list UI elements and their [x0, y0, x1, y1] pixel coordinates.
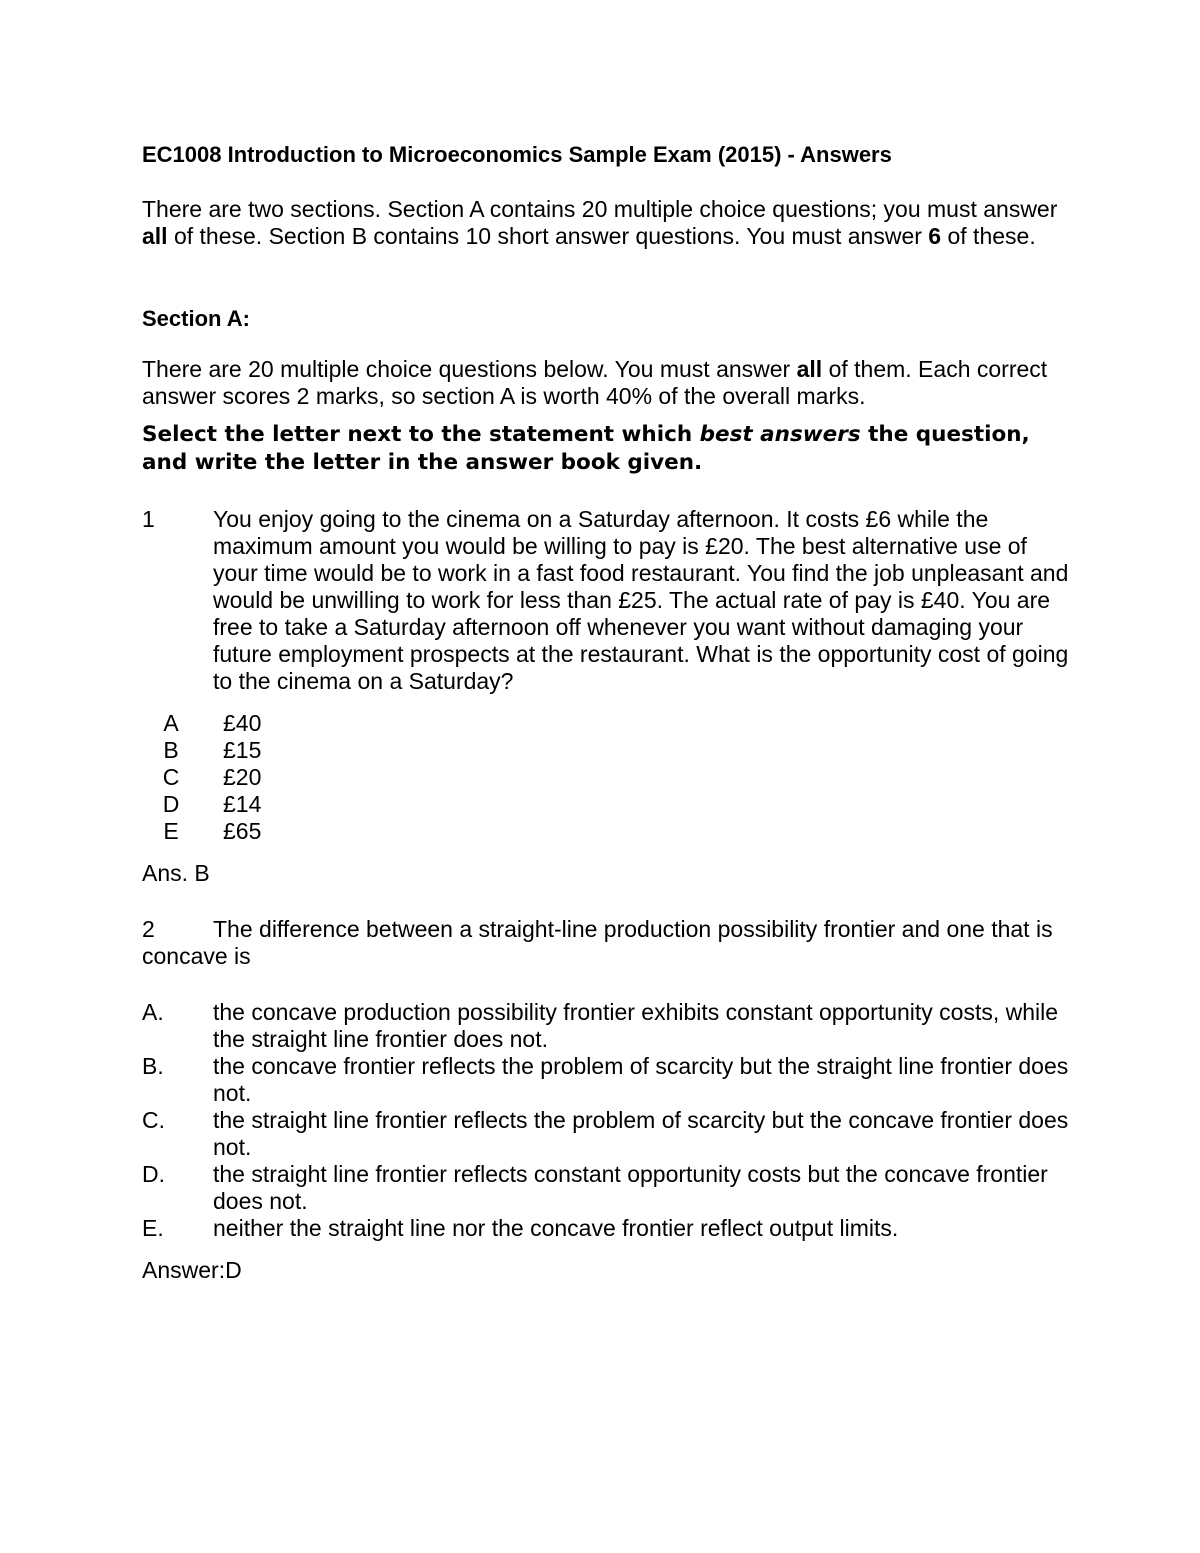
option-b — [142, 737, 1072, 764]
question-1-answer: Ans. B — [142, 860, 210, 886]
instruction-text-1: Select the letter next to the statement which — [142, 422, 700, 447]
option-e — [142, 1215, 1072, 1242]
section-a-intro-text-2: of them. Each correct answer scores 2 marks, so section A is worth 40% of the overall marks. — [142, 356, 1048, 409]
option-c — [142, 764, 1072, 791]
option-letter: E. — [142, 1215, 164, 1241]
question-2-text: The difference between a straight-line production possibility frontier and one that is concave is — [142, 916, 1053, 969]
option-letter: D. — [142, 1161, 165, 1187]
option-letter: E — [163, 818, 179, 844]
question-2 — [142, 916, 1072, 970]
option-text: the straight line frontier reflects the problem of scarcity but the concave frontier does not. — [213, 1107, 1069, 1160]
exam-document — [142, 140, 1072, 1284]
option-value: £14 — [223, 791, 262, 817]
option-text: the concave production possibility frontier exhibits constant opportunity costs, while the straight line frontier does not. — [213, 999, 1059, 1052]
option-a — [142, 710, 1072, 737]
option-c — [142, 1107, 1072, 1161]
option-d — [142, 791, 1072, 818]
section-a-intro-bold: all — [796, 356, 823, 382]
intro-paragraph — [142, 196, 1072, 250]
option-text: the concave frontier reflects the problem of scarcity but the straight line frontier does not. — [213, 1053, 1069, 1106]
question-1 — [142, 506, 1072, 695]
intro-bold-all: all — [142, 223, 168, 249]
question-2-options — [142, 999, 1072, 1242]
intro-bold-six: 6 — [928, 223, 942, 249]
question-1-number: 1 — [142, 506, 155, 532]
option-letter: A. — [142, 999, 164, 1025]
option-letter: C — [162, 764, 180, 790]
section-a-intro — [142, 356, 1072, 410]
option-text: the straight line frontier reflects constant opportunity costs but the concave frontier does not. — [213, 1161, 1048, 1214]
option-value: £40 — [223, 710, 262, 736]
section-a-intro-text-1: There are 20 multiple choice questions below. You must answer — [142, 356, 797, 382]
answer-instruction — [142, 421, 1072, 477]
option-letter: A — [163, 710, 179, 736]
question-2-number: 2 — [142, 916, 155, 942]
instruction-emphasis: best answers — [699, 422, 861, 447]
option-text: neither the straight line nor the concave frontier reflect output limits. — [213, 1215, 899, 1241]
intro-text-1: There are two sections. Section A contains 20 multiple choice questions; you must answer — [142, 196, 1058, 222]
option-value: £65 — [223, 818, 262, 844]
option-letter: B — [163, 737, 179, 763]
intro-text-2: of these. Section B contains 10 short answer questions. You must answer — [167, 223, 929, 249]
document-title: EC1008 Introduction to Microeconomics Sample Exam (2015) - Answers — [142, 142, 892, 167]
option-d — [142, 1161, 1072, 1215]
option-e — [142, 818, 1072, 845]
option-letter: C. — [142, 1107, 165, 1133]
instruction-text-2: the question, and write the letter in the answer book given. — [142, 422, 1030, 475]
option-b — [142, 1053, 1072, 1107]
section-a-heading: Section A: — [142, 306, 250, 331]
option-value: £20 — [223, 764, 262, 790]
option-letter: D — [162, 791, 180, 817]
question-1-text: You enjoy going to the cinema on a Saturday afternoon. It costs £6 while the maximum amount you would be willing to pay is £20. The best alternative use of your time would be to work in a fast food restaurant. You find the job unpleasant and would be unwilling to work for less than £25. The actual rate of pay is £40. You are free to take a Saturday afternoon off whenever you want without damaging your future employment prospects at the restaurant. What is the opportunity cost of going to the cinema on a Saturday? — [213, 506, 1069, 694]
question-2-answer: Answer:D — [142, 1257, 242, 1283]
option-a — [142, 999, 1072, 1053]
option-value: £15 — [223, 737, 262, 763]
option-letter: B. — [142, 1053, 164, 1079]
intro-text-3: of these. — [941, 223, 1036, 249]
question-1-options — [142, 710, 1072, 845]
